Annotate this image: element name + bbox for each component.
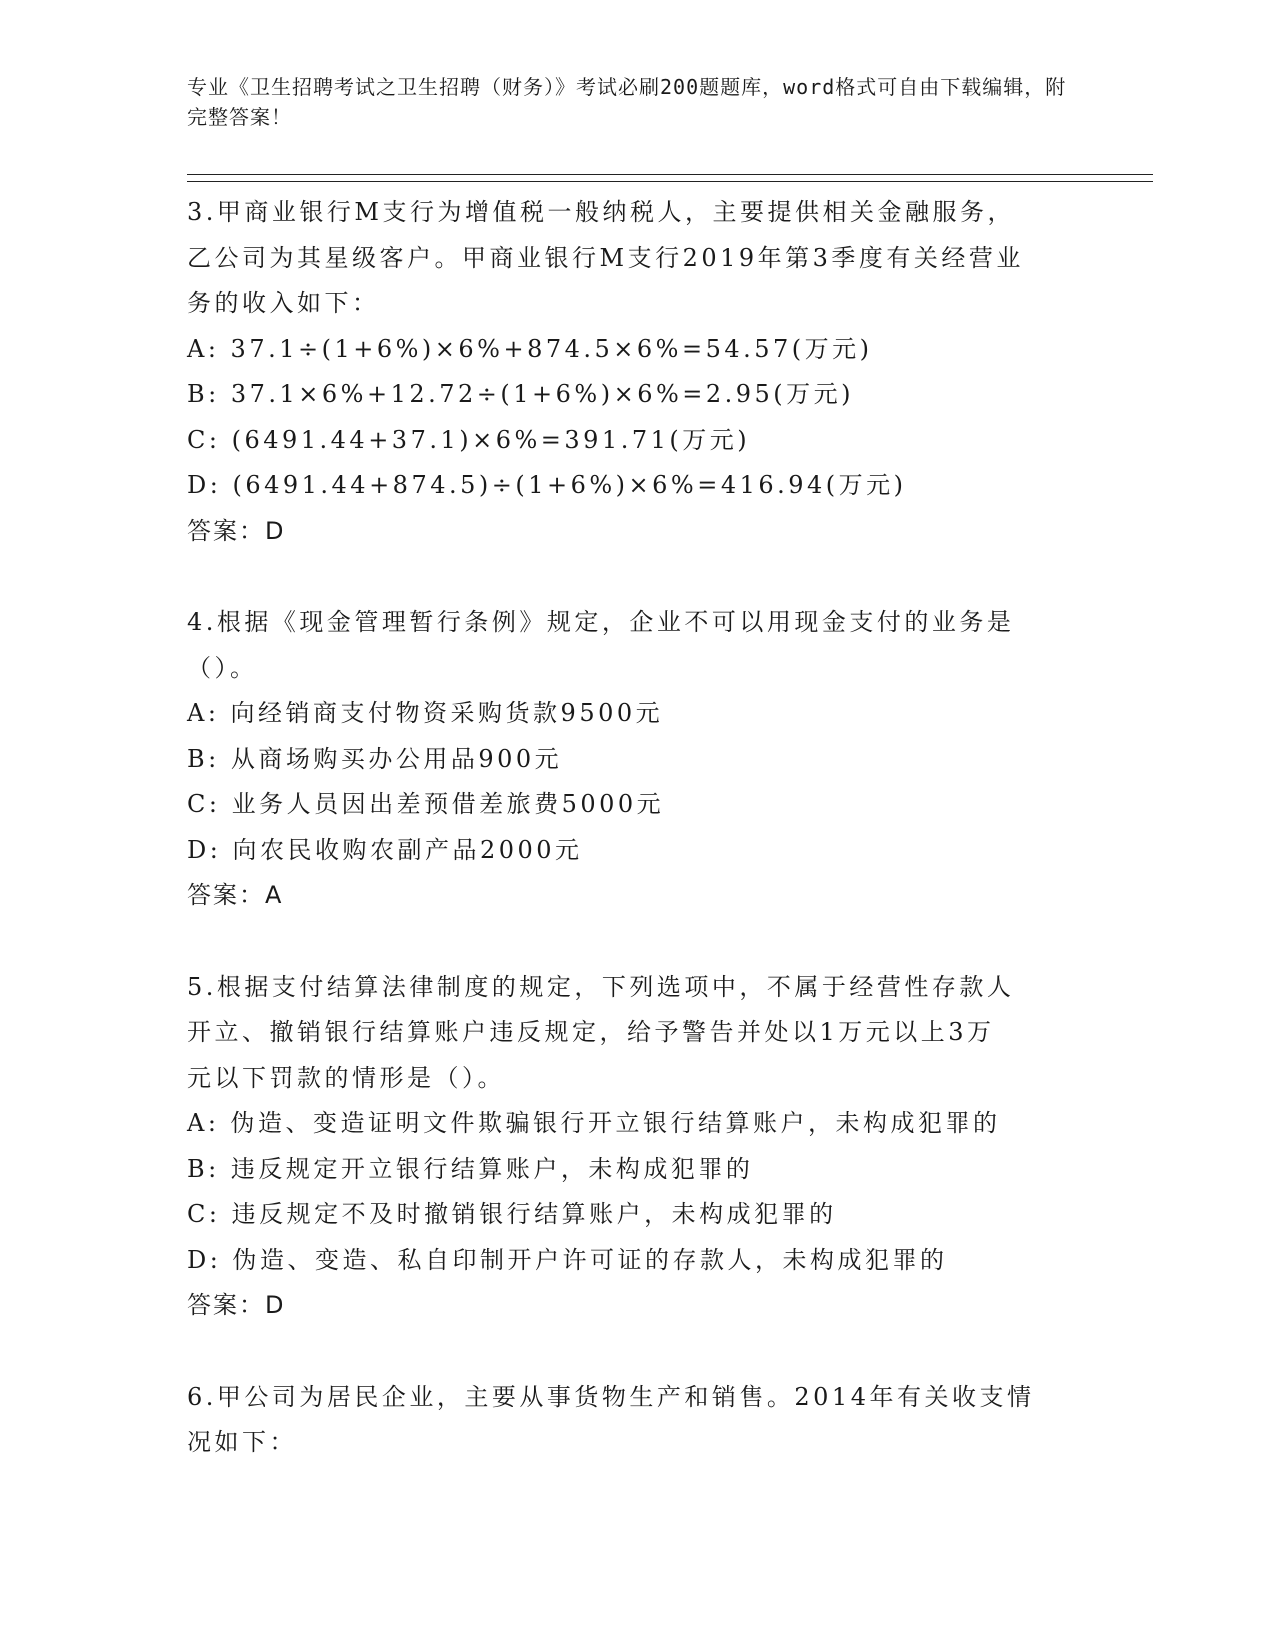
question-text-line: （）。	[187, 653, 258, 682]
option-a: A: 向经销商支付物资采购货款9500元	[187, 699, 664, 727]
question-text-line: 5.根据支付结算法律制度的规定，下列选项中，不属于经营性存款人	[187, 972, 1015, 1001]
question-text-line: 况如下：	[187, 1428, 297, 1456]
option-b: B: 从商场购买办公用品900元	[187, 744, 563, 773]
option-b: B: 违反规定开立银行结算账户，未构成犯罪的	[187, 1154, 754, 1183]
question-list	[187, 190, 1087, 1466]
question-text-line: 元以下罚款的情形是（）。	[187, 1063, 505, 1092]
answer: 答案：A	[187, 881, 284, 909]
option-a: A: 37.1÷(1+6%)×6%+874.5×6%=54.57(万元)	[187, 334, 873, 363]
option-b: B: 37.1×6%+12.72÷(1+6%)×6%=2.95(万元)	[187, 380, 855, 408]
option-d: D: 向农民收购农副产品2000元	[187, 835, 583, 864]
question-spacer	[187, 919, 1087, 965]
question-text-line: 3.甲商业银行M支行为增值税一般纳税人，主要提供相关金融服务，	[187, 198, 1015, 226]
question-spacer	[187, 554, 1087, 600]
question-text-line: 务的收入如下：	[187, 289, 380, 317]
option-d: D: 伪造、变造、私自印制开户许可证的存款人，未构成犯罪的	[187, 1245, 948, 1274]
question-text-line: 乙公司为其星级客户。甲商业银行M支行2019年第3季度有关经营业	[187, 243, 1024, 272]
document-header: 专业《卫生招聘考试之卫生招聘（财务）》考试必刷200题题库，word格式可自由下载编辑，附完整答案！	[187, 75, 1067, 129]
question-6	[187, 1375, 1087, 1466]
header-divider-bottom	[187, 181, 1153, 182]
question-5	[187, 965, 1087, 1329]
answer: 答案：D	[187, 1291, 286, 1319]
question-3	[187, 190, 1087, 554]
question-4	[187, 600, 1087, 919]
option-c: C: 业务人员因出差预借差旅费5000元	[187, 790, 665, 818]
option-a: A: 伪造、变造证明文件欺骗银行开立银行结算账户，未构成犯罪的	[187, 1109, 1001, 1137]
option-c: C: (6491.44+37.1)×6%=391.71(万元)	[187, 425, 751, 454]
option-d: D: (6491.44+874.5)÷(1+6%)×6%=416.94(万元)	[187, 471, 907, 499]
question-text-line: 开立、撤销银行结算账户违反规定，给予警告并处以1万元以上3万	[187, 1018, 995, 1046]
header-divider-top	[187, 174, 1153, 175]
question-text-line: 4.根据《现金管理暂行条例》规定，企业不可以用现金支付的业务是	[187, 608, 1015, 636]
option-c: C: 违反规定不及时撤销银行结算账户，未构成犯罪的	[187, 1200, 837, 1228]
answer: 答案：D	[187, 516, 286, 545]
question-spacer	[187, 1329, 1087, 1375]
question-text-line: 6.甲公司为居民企业，主要从事货物生产和销售。2014年有关收支情	[187, 1382, 1035, 1411]
